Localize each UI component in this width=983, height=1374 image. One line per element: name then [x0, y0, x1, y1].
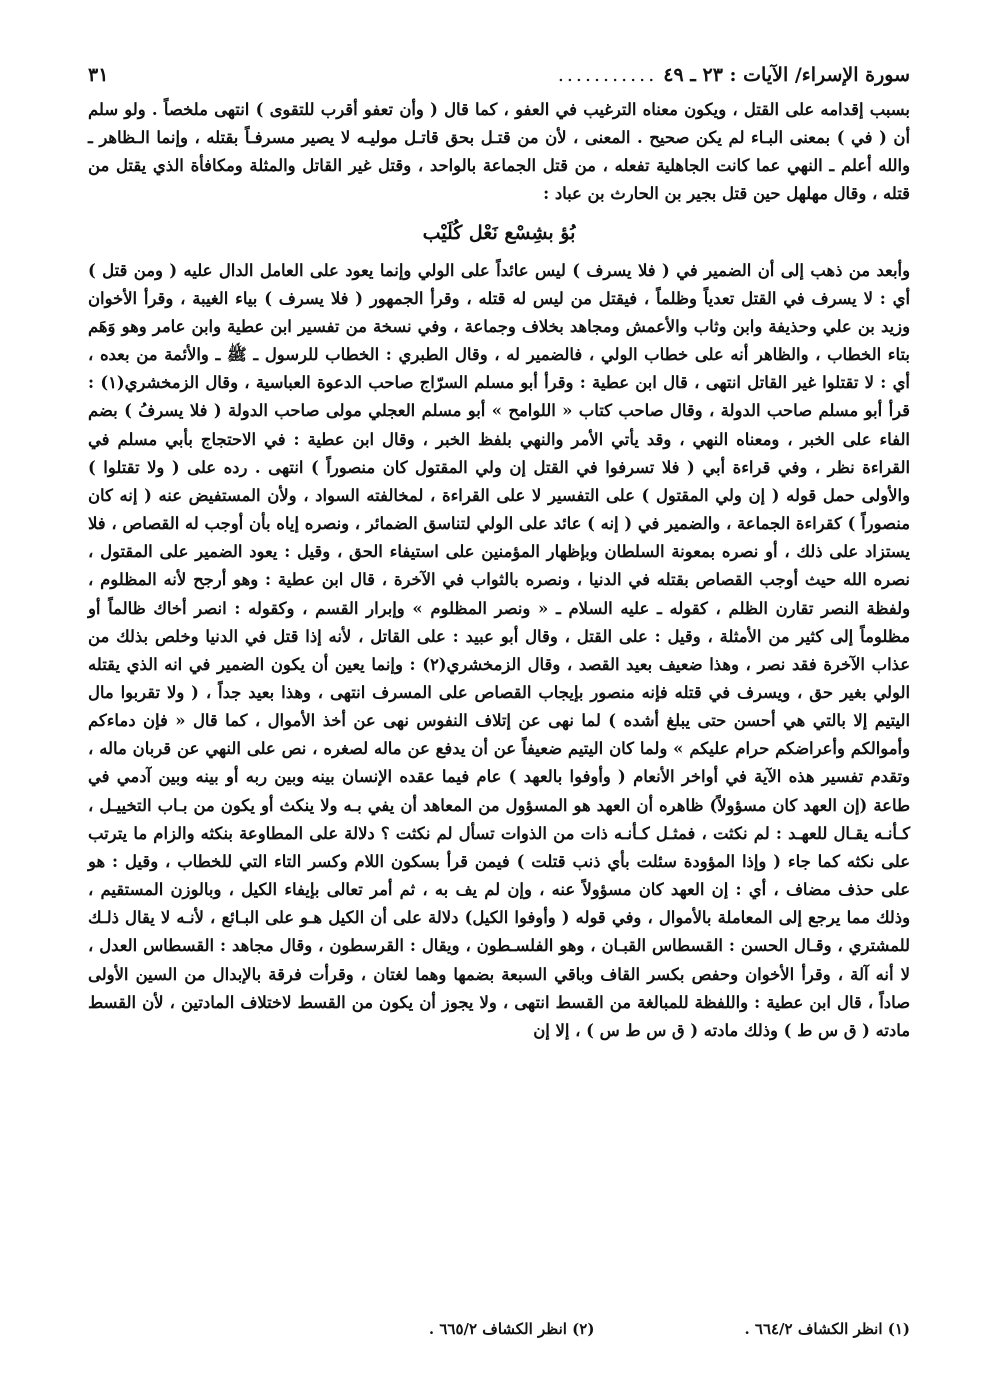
poetry-verse: بُؤ بشِسْع نَعْل كُلَيْب [422, 221, 576, 244]
paragraph-2: وأبعد من ذهب إلى أن الضمير في ( فلا يسرف ) ليس عائداً على الولي وإنما يعود على العامل الدال عليه ( ومن قتل ) أي : لا يسرف في القتل تعدياً وظلماً ، فيقتل من ليس له قتله ، وقرأ الجمهور ( فلا يسرف ) بياء الغيبة ، وقرأ الأخوان وزيد بن علي وحذيفة وابن وثاب والأعمش ومجاهد بخلاف وجماعة ، وفي نسخة من تفسير ابن عطية وابن عامر وهو وَهَم بتاء الخطاب ، والظاهر أنه على خطاب الولي ، فالضمير له ، وقال الطبري : الخطاب للرسول ـ ﷺ ـ والأئمة من بعده ، أي : لا تقتلوا غير القاتل انتهى ، قال ابن عطية : وقرأ أبو مسلم السرّاج صاحب الدعوة العباسية ، وقال الزمخشري(١) : قرأ أبو مسلم صاحب الدولة ، وقال صاحب كتاب « اللوامح » أبو مسلم العجلي مولى صاحب الدولة ( فلا يسرفُ ) بضم الفاء على الخبر ، ومعناه النهي ، وقد يأتي الأمر والنهي بلفظ الخبر ، وقال ابن عطية : في الاحتجاج بأبي مسلم في القراءة نظر ، وفي قراءة أبي ( فلا تسرفوا في القتل إن ولي المقتول كان منصوراً ) انتهى . رده على ( ولا تقتلوا ) والأولى حمل قوله ( إن ولي المقتول ) على التفسير لا على القراءة ، لمخالفته السواد ، ولأن المستفيض عنه ( إنه كان منصوراً ) كقراءة الجماعة ، والضمير في ( إنه ) عائد على الولي لتناسق الضمائر ، ونصره إياه بأن أوجب له القصاص ، فلا يستزاد على ذلك ، أو نصره بمعونة السلطان وبإظهار المؤمنين على استيفاء الحق ، وقيل : يعود الضمير على المقتول ، نصره الله حيث أوجب القصاص بقتله في الدنيا ، ونصره بالثواب في الآخرة ، قال ابن عطية : وهو أرجح لأنه المظلوم ، ولفظة النصر تقارن الظلم ، كقوله ـ عليه السلام ـ « ونصر المظلوم » وإبرار القسم ، وكقوله : انصر أخاك ظالماً أو مظلوماً إلى كثير من الأمثلة ، وقيل : على القتل ، وقال أبو عبيد : على القاتل ، لأنه إذا قتل في الدنيا وخلص بذلك من عذاب الآخرة فقد نصر ، وهذا ضعيف بعيد القصد ، وقال الزمخشري(٢) : وإنما يعين أن يكون الضمير في انه الذي يقتله الولي بغير حق ، ويسرف في قتله فإنه منصور بإيجاب القصاص على المسرف انتهى ، وهذا بعيد جداً ، ( ولا تقربوا مال اليتيم إلا بالتي هي أحسن حتى يبلغ أشده ) لما نهى عن إتلاف النفوس نهى عن أخذ الأموال ، كما قال « فإن دماءكم وأموالكم وأعراضكم حرام عليكم » ولما كان اليتيم ضعيفاً عن أن يدفع عن ماله لصغره ، نص على النهي عن قربان ماله ، وتقدم تفسير هذه الآية في أواخر الأنعام ( وأوفوا بالعهد ) عام فيما عقده الإنسان بينه وبين ربه أو بينه وبين آدمي في طاعة (إن العهد كان مسؤولاً) ظاهره أن العهد هو المسؤول من المعاهد أن يفي بـه ولا ينكث أو يكون من بـاب التخييـل ، كـأنـه يقـال للعهـد : لم نكثت ، فمثـل كـأنـه ذات من الذوات تسأل لم نكثت ؟ دلالة على المطاوعة بنكثه والزام ما يترتب على نكثه كما جاء ( وإذا المؤودة سئلت بأي ذنب قتلت ) فيمن قرأ بسكون اللام وكسر التاء التي للخطاب ، وقيل : هو على حذف مضاف ، أي : إن العهد كان مسؤولاً عنه ، وإن لم يف به ، ثم أمر تعالى بإيفاء الكيل ، وبالوزن المستقيم ، وذلك مما يرجع إلى المعاملة بالأموال ، وفي قوله ( وأوفوا الكيل) دلالة على أن الكيل هـو على البـائع ، لأنـه لا يقال ذلـك للمشتري ، وقـال الحسن : القسطاس القبـان ، وهو الفلسـطون ، ويقال : القرسطون ، وقال مجاهد : القسطاس العدل ، لا أنه آلة ، وقرأ الأخوان وحفص بكسر القاف وباقي السبعة بضمها وهما لغتان ، وقرأت فرقة بالإبدال من السين الأولى صاداً ، قال ابن عطية : واللفظة للمبالغة من القسط انتهى ، ولا يجوز أن يكون من القسط لاختلاف المادتين ، لأن القسط مادته ( ق س ط ) وذلك مادته ( ق س ط س ) ، إلا إن [88, 260, 911, 1040]
page-header [88, 58, 910, 92]
footnote-1: (١) انظر الكشاف ٦٦٤/٢ . [744, 1320, 910, 1338]
header-leader-dots: ........... [557, 64, 658, 86]
footnote-2: (٢) انظر الكشاف ٦٦٥/٢ . [428, 1320, 595, 1338]
page-number: ٣١ [88, 64, 109, 86]
body-text [88, 96, 910, 1045]
chapter-title: سورة الإسراء/ الآيات : ٢٣ ـ ٤٩ [663, 64, 910, 86]
footnotes [88, 1320, 910, 1338]
paragraph-1: بسبب إقدامه على القتل ، ويكون معناه الترغيب في العفو ، كما قال ( وأن تعفو أقرب للتقوى ) انتهى ملخصاً . ولو سلم أن ( في ) بمعنى البـاء لم يكن صحيح . المعنى ، لأن من قتـل بحق قاتـل موليـه لا يصير مسرفـاً بقتله ، وإنما الـظاهر ـ والله أعلم ـ النهي عما كانت الجاهلية تفعله ، من قتل الجماعة بالواحد ، وقتل غير القاتل والمثلة ومكافأة الذي يقتل من قتله ، وقال مهلهل حين قتل بجير بن الحارث بن عباد : [88, 100, 910, 204]
